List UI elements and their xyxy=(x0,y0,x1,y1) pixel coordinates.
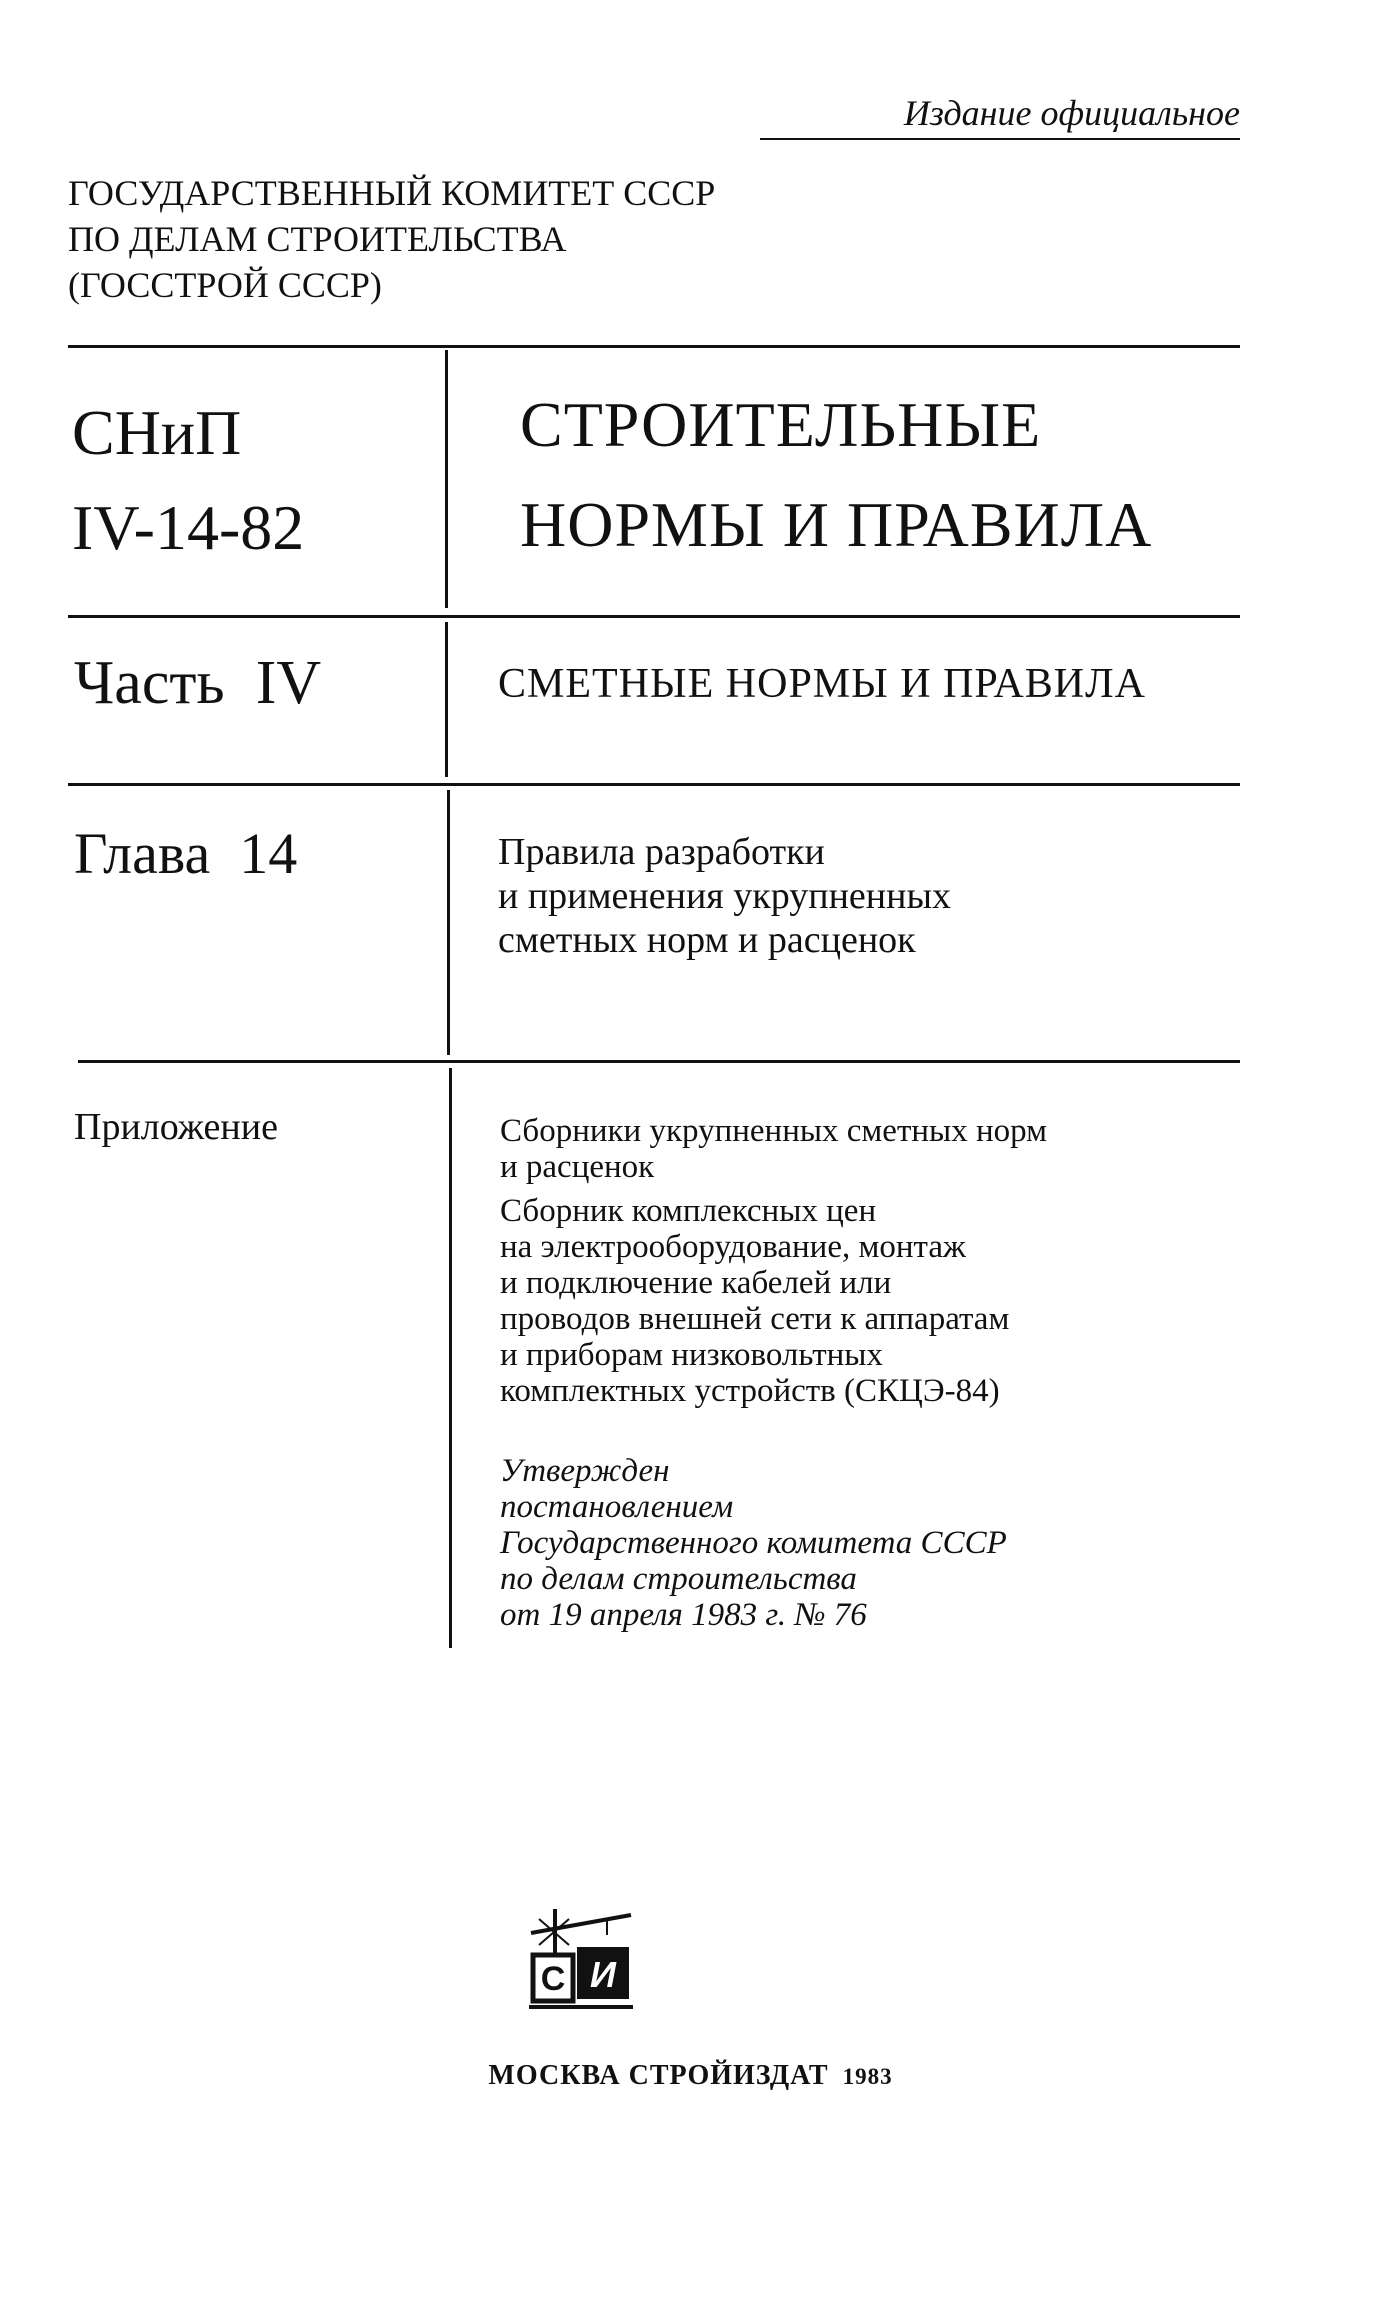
code-line: IV-14-82 xyxy=(72,492,305,563)
appendix-label: Приложение xyxy=(74,1106,278,1148)
appendix-line: Сборник комплексных цен xyxy=(500,1193,877,1229)
stroyizdat-logo-icon xyxy=(525,1905,637,2015)
approval-note xyxy=(500,1453,1260,1633)
publisher-imprint xyxy=(0,2060,1381,2092)
divider-after-title xyxy=(68,615,1240,618)
appendix-line: и приборам низковольтных xyxy=(500,1337,883,1373)
appendix-line: на электрооборудование, монтаж xyxy=(500,1229,966,1265)
main-title xyxy=(520,375,1152,575)
publication-year: 1983 xyxy=(842,2064,893,2089)
approval-line: по делам строительства xyxy=(500,1561,857,1597)
edition-note: Издание официальное xyxy=(760,92,1240,140)
publisher-name: МОСКВА СТРОЙИЗДАТ xyxy=(488,2060,829,2091)
main-title-line: НОРМЫ И ПРАВИЛА xyxy=(520,489,1153,560)
org-line: ПО ДЕЛАМ СТРОИТЕЛЬСТВА xyxy=(68,219,567,259)
divider-after-part xyxy=(68,783,1240,786)
appendix-line: проводов внешней сети к аппаратам xyxy=(500,1301,1010,1337)
document-code xyxy=(72,385,304,575)
divider-after-chapter xyxy=(78,1060,1240,1063)
organization-name xyxy=(68,170,715,308)
part-label: Часть IV xyxy=(74,649,322,717)
appendix-line: и расценок xyxy=(500,1149,655,1185)
appendix-contents xyxy=(500,1113,1260,1417)
chapter-title-line: и применения укрупненных xyxy=(498,875,951,917)
column-divider xyxy=(449,1068,452,1648)
column-divider xyxy=(445,622,448,777)
code-line: СНиП xyxy=(72,397,242,468)
org-line: ГОСУДАРСТВЕННЫЙ КОМИТЕТ СССР xyxy=(68,173,716,213)
appendix-line: комплектных устройств (СКЦЭ-84) xyxy=(500,1373,1000,1409)
part-title: СМЕТНЫЕ НОРМЫ И ПРАВИЛА xyxy=(498,661,1146,707)
main-title-line: СТРОИТЕЛЬНЫЕ xyxy=(520,389,1042,460)
approval-line: Государственного комитета СССР xyxy=(500,1525,1007,1561)
column-divider xyxy=(447,790,450,1055)
org-line: (ГОССТРОЙ СССР) xyxy=(68,265,382,305)
chapter-title-line: Правила разработки xyxy=(498,831,825,873)
logo-letter: И xyxy=(590,1954,616,1995)
approval-line: от 19 апреля 1983 г. № 76 xyxy=(500,1597,867,1633)
appendix-item xyxy=(500,1113,1260,1185)
appendix-line: Сборники укрупненных сметных норм xyxy=(500,1113,1047,1149)
chapter-title-line: сметных норм и расценок xyxy=(498,919,916,961)
appendix-line: и подключение кабелей или xyxy=(500,1265,892,1301)
approval-line: Утвержден xyxy=(500,1453,670,1489)
logo-letter: С xyxy=(540,1960,566,1998)
chapter-title xyxy=(498,830,951,962)
divider-top xyxy=(68,345,1240,348)
appendix-item xyxy=(500,1193,1260,1409)
approval-line: постановлением xyxy=(500,1489,734,1525)
column-divider xyxy=(445,350,448,608)
chapter-label: Глава 14 xyxy=(74,821,298,886)
